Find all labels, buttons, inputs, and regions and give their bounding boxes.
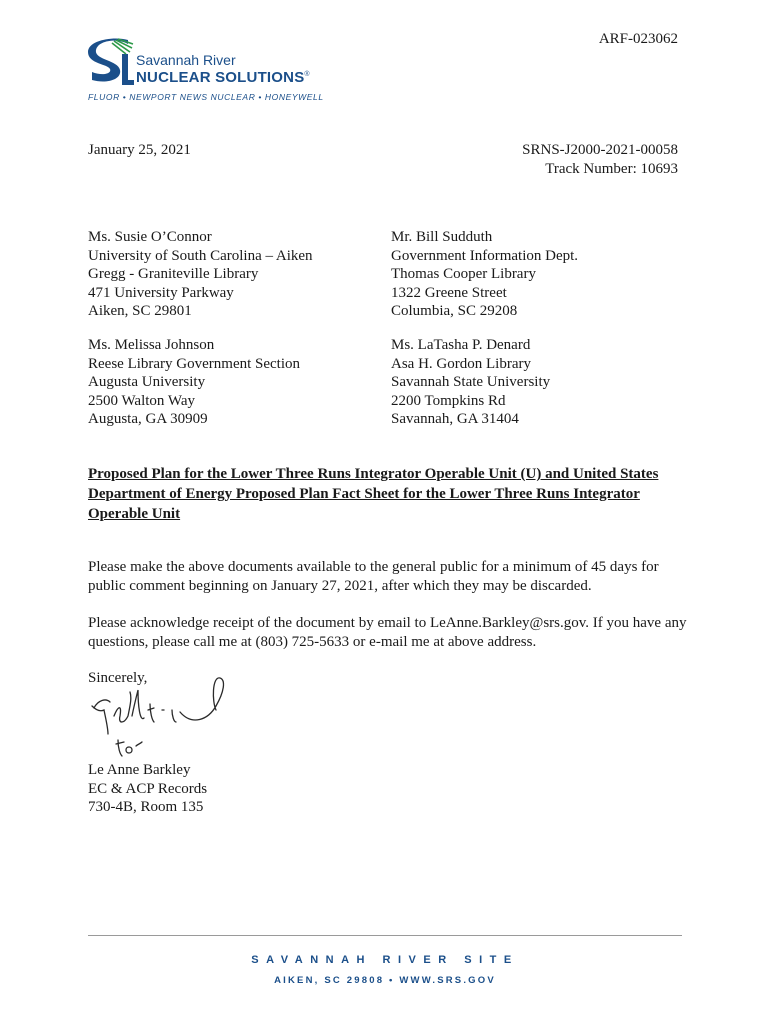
recipient-line: 2500 Walton Way [88, 392, 196, 409]
logo-partners: FLUOR • NEWPORT NEWS NUCLEAR • HONEYWELL [88, 92, 324, 102]
recipient-city: Augusta, GA 30909 [88, 411, 208, 427]
recipient-address [88, 336, 368, 429]
recipient-line: 2200 Tompkins Rd [391, 392, 506, 409]
sender-office: 730-4B, Room 135 [88, 799, 204, 815]
footer-divider [88, 935, 682, 936]
recipient-name: Mr. Bill Sudduth [391, 229, 493, 245]
body-paragraph: Please acknowledge receipt of the document by email to LeAnne.Barkley@srs.gov. If you have any questions, please call me at (803) 725-5633 or e-mail me at above address. [88, 615, 687, 650]
sender-title: EC & ACP Records [88, 780, 208, 797]
recipient-line: Gregg - Graniteville Library [88, 266, 259, 282]
recipient-address [391, 336, 671, 429]
recipient-name: Ms. Melissa Johnson [88, 337, 215, 353]
logo-text-savannah-river: Savannah River [136, 52, 236, 68]
reference-number: SRNS-J2000-2021-00058 [522, 142, 678, 158]
track-number: Track Number: 10693 [545, 160, 678, 177]
recipient-line: Government Information Dept. [391, 247, 579, 264]
document-id: ARF-023062 [598, 31, 678, 47]
reference-block [522, 141, 678, 178]
recipient-name: Ms. LaTasha P. Denard [391, 337, 531, 353]
sender-name: Le Anne Barkley [88, 762, 191, 778]
recipient-line: Reese Library Government Section [88, 355, 301, 372]
logo-text-nuclear-solutions [136, 69, 310, 86]
recipient-line: Asa H. Gordon Library [391, 355, 531, 372]
logo-brand-name: NUCLEAR SOLUTIONS [136, 69, 305, 86]
recipient-line: Augusta University [88, 374, 206, 390]
recipient-city: Savannah, GA 31404 [391, 411, 519, 427]
closing: Sincerely, [88, 670, 148, 686]
handwritten-signature-icon [88, 676, 248, 768]
recipient-line: 1322 Greene Street [391, 284, 507, 301]
footer-site-name: SAVANNAH RIVER SITE [251, 954, 519, 966]
footer-address: AIKEN, SC 29808 • WWW.SRS.GOV [274, 975, 496, 986]
company-logo [88, 38, 328, 108]
subject-line: Proposed Plan for the Lower Three Runs Integrator Operable Unit (U) and United States Department of Energy Proposed Plan Fact Sheet for the Lower Three Runs Integrator Operable Unit [88, 466, 659, 522]
recipient-city: Aiken, SC 29801 [88, 303, 192, 319]
recipient-line: Thomas Cooper Library [391, 266, 536, 282]
logo-trademark: ® [304, 71, 310, 78]
srns-logo-icon [88, 38, 134, 88]
recipient-line: 471 University Parkway [88, 284, 234, 301]
recipient-address [391, 228, 671, 321]
body-paragraph: Please make the above documents available to the general public for a minimum of 45 days for public comment beginning on January 27, 2021, after which they may be discarded. [88, 559, 659, 594]
recipient-name: Ms. Susie O’Connor [88, 229, 212, 245]
recipient-address [88, 228, 368, 321]
sender-block [88, 761, 207, 817]
recipient-city: Columbia, SC 29208 [391, 303, 518, 319]
recipient-line: University of South Carolina – Aiken [88, 247, 313, 264]
letter-date: January 25, 2021 [88, 142, 191, 158]
recipient-line: Savannah State University [391, 374, 551, 390]
